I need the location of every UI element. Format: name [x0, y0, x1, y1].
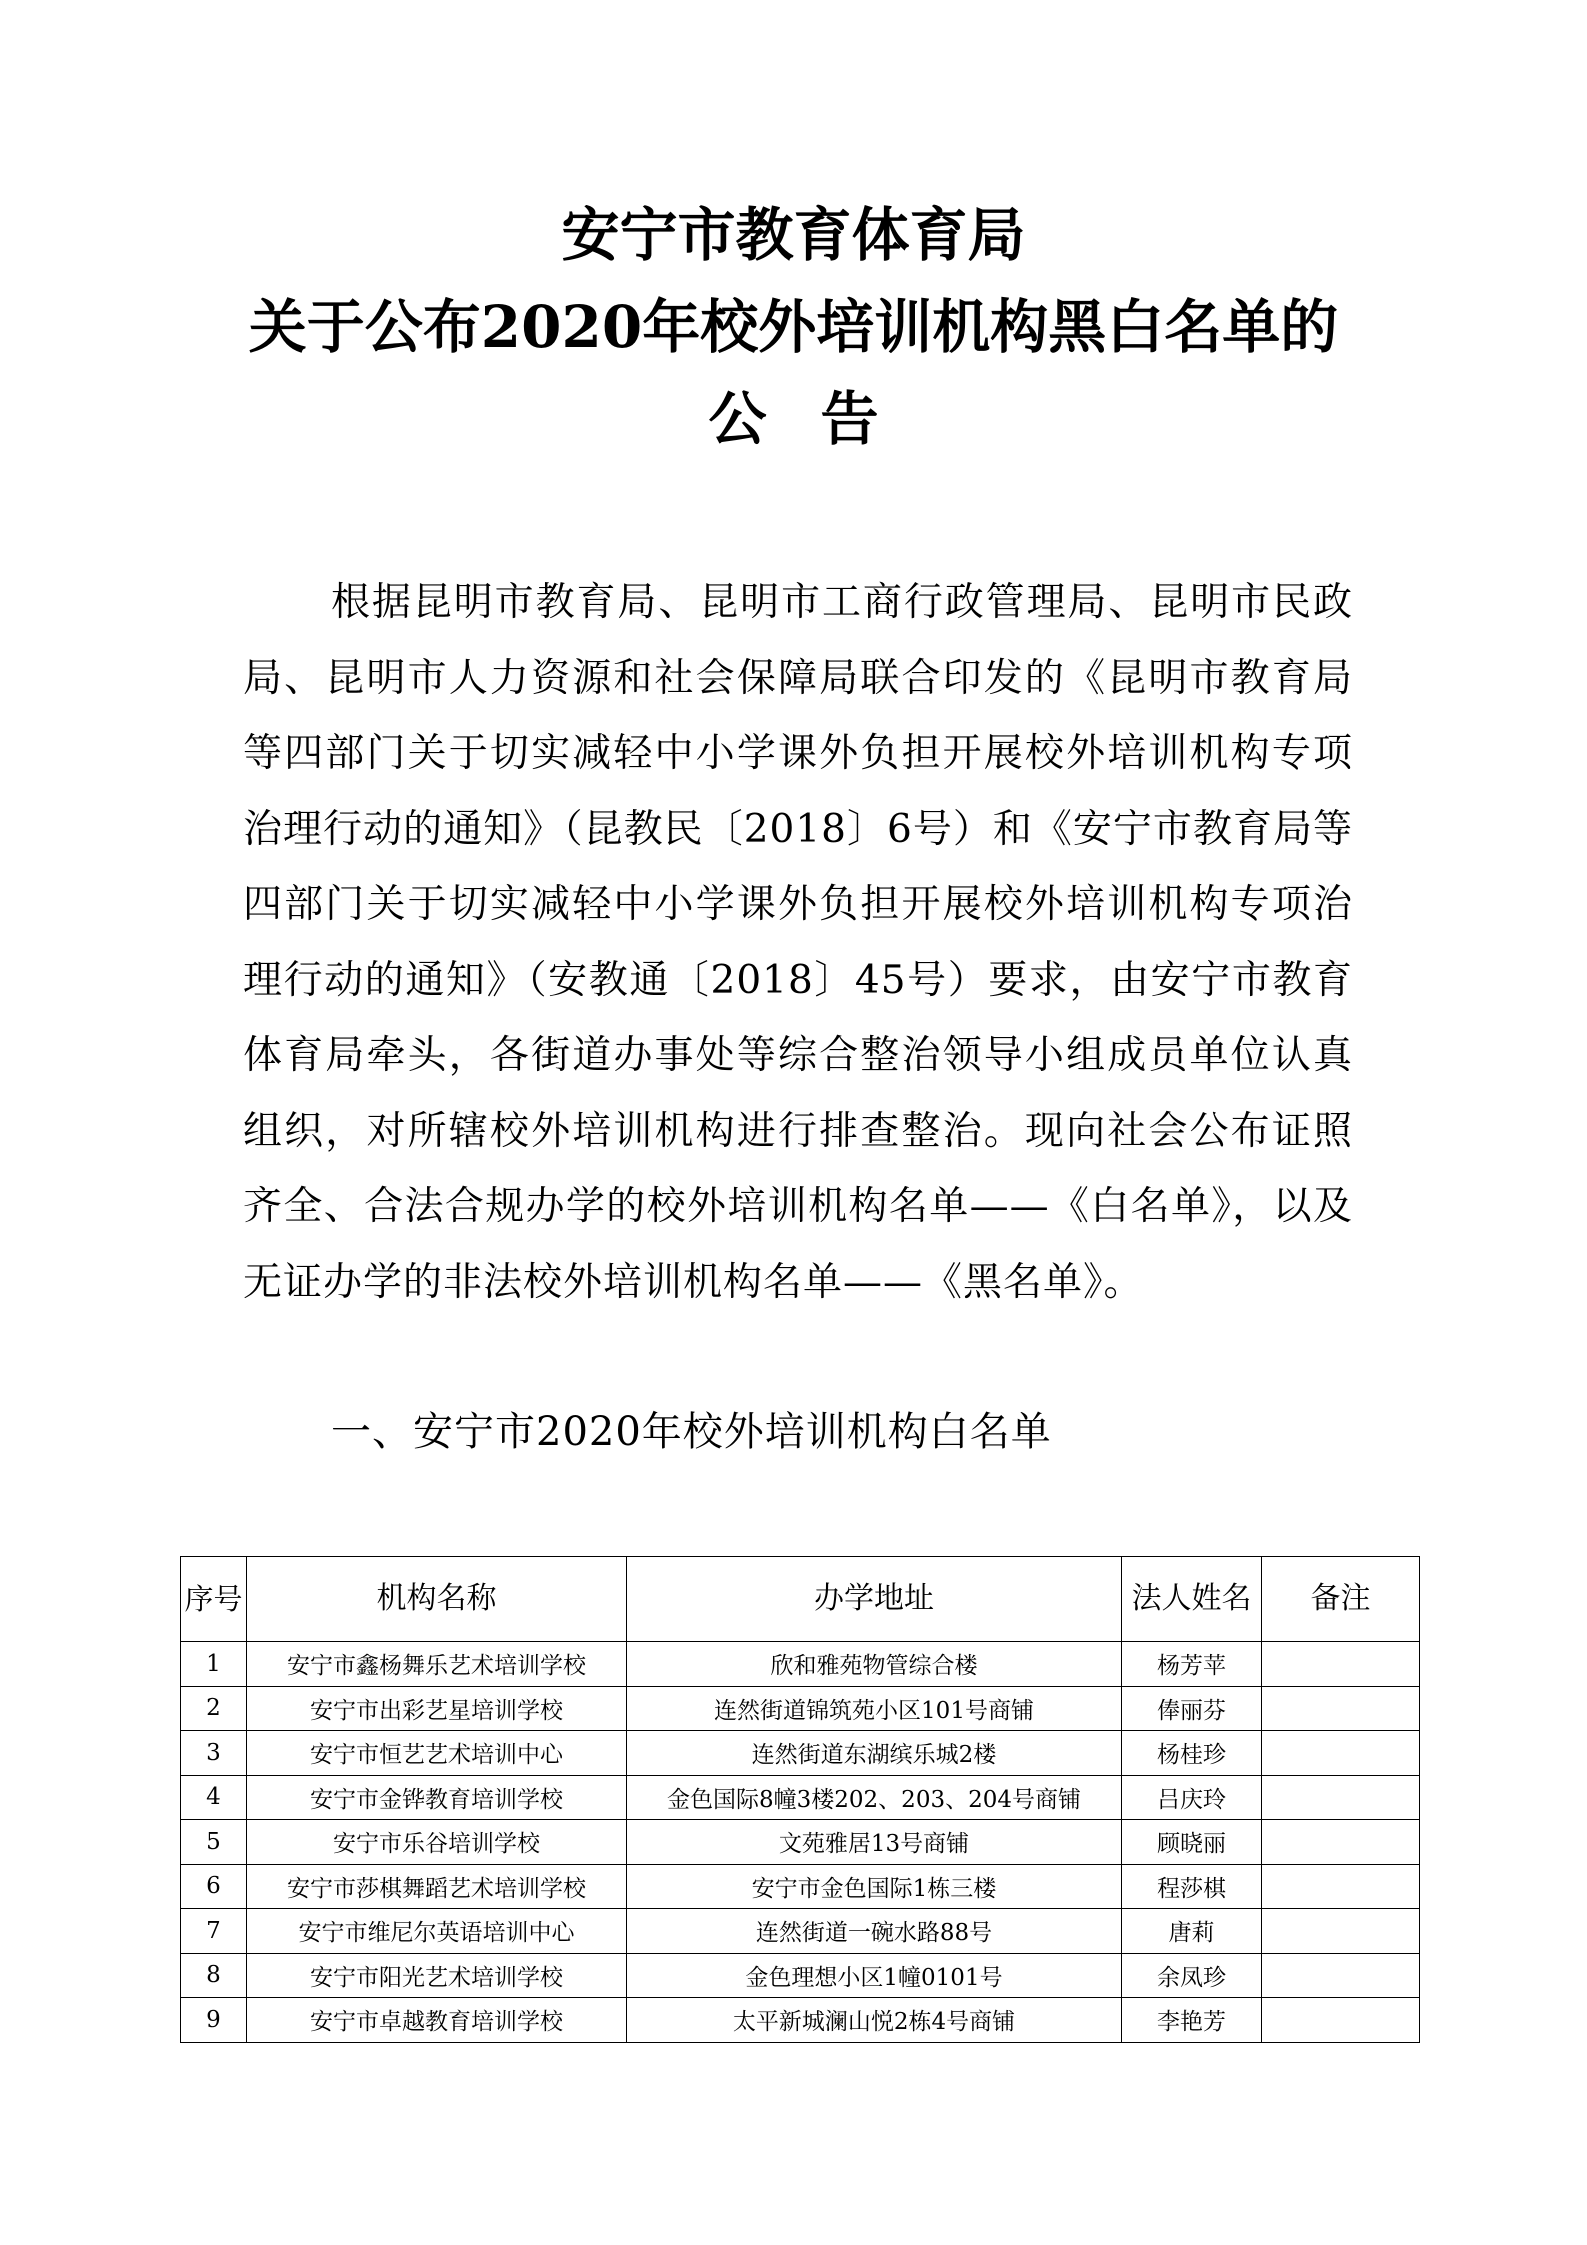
table-row [181, 1864, 1420, 1909]
header-name: 机构名称 [247, 1557, 627, 1642]
cell-address: 连然街道一碗水路88号 [627, 1909, 1122, 1954]
table-row [181, 1775, 1420, 1820]
cell-address: 欣和雅苑物管综合楼 [627, 1642, 1122, 1687]
cell-seq: 3 [181, 1731, 247, 1776]
cell-name: 安宁市阳光艺术培训学校 [247, 1953, 627, 1998]
cell-remarks [1262, 1820, 1420, 1865]
cell-seq: 5 [181, 1820, 247, 1865]
cell-seq: 8 [181, 1953, 247, 1998]
header-seq: 序号 [181, 1557, 247, 1642]
cell-address: 金色理想小区1幢0101号 [627, 1953, 1122, 1998]
cell-address: 文苑雅居13号商铺 [627, 1820, 1122, 1865]
cell-legal-person: 吕庆玲 [1122, 1775, 1262, 1820]
cell-seq: 2 [181, 1686, 247, 1731]
header-legal-person: 法人姓名 [1122, 1557, 1262, 1642]
cell-legal-person: 唐莉 [1122, 1909, 1262, 1954]
section-heading-whitelist: 一、安宁市2020年校外培训机构白名单 [331, 1409, 1052, 1455]
cell-seq: 4 [181, 1775, 247, 1820]
cell-legal-person: 程莎棋 [1122, 1864, 1262, 1909]
cell-name: 安宁市金铧教育培训学校 [247, 1775, 627, 1820]
table-row [181, 1953, 1420, 1998]
cell-seq: 6 [181, 1864, 247, 1909]
header-remarks: 备注 [1262, 1557, 1420, 1642]
table-row [181, 1998, 1420, 2043]
title-doc-type: 公告 [708, 385, 933, 453]
cell-seq: 9 [181, 1998, 247, 2043]
cell-remarks [1262, 1642, 1420, 1687]
table-row [181, 1731, 1420, 1776]
title-issuer: 安宁市教育体育局 [561, 201, 1026, 269]
cell-address: 连然街道东湖缤乐城2楼 [627, 1731, 1122, 1776]
title-subject: 关于公布2020年校外培训机构黑白名单的 [248, 293, 1339, 361]
cell-address: 金色国际8幢3楼202、203、204号商铺 [627, 1775, 1122, 1820]
cell-remarks [1262, 1909, 1420, 1954]
cell-remarks [1262, 1686, 1420, 1731]
cell-remarks [1262, 1953, 1420, 1998]
cell-legal-person: 俸丽芬 [1122, 1686, 1262, 1731]
table-row [181, 1642, 1420, 1687]
cell-legal-person: 余凤珍 [1122, 1953, 1262, 1998]
table-row [181, 1820, 1420, 1865]
cell-name: 安宁市乐谷培训学校 [247, 1820, 627, 1865]
cell-remarks [1262, 1864, 1420, 1909]
cell-legal-person: 杨芳苹 [1122, 1642, 1262, 1687]
whitelist-table [180, 1556, 1420, 2043]
table-row [181, 1686, 1420, 1731]
cell-address: 太平新城澜山悦2栋4号商铺 [627, 1998, 1122, 2043]
cell-name: 安宁市出彩艺星培训学校 [247, 1686, 627, 1731]
cell-legal-person: 杨桂珍 [1122, 1731, 1262, 1776]
cell-remarks [1262, 1775, 1420, 1820]
cell-seq: 7 [181, 1909, 247, 1954]
cell-legal-person: 顾晓丽 [1122, 1820, 1262, 1865]
cell-address: 安宁市金色国际1栋三楼 [627, 1864, 1122, 1909]
cell-remarks [1262, 1731, 1420, 1776]
cell-name: 安宁市恒艺艺术培训中心 [247, 1731, 627, 1776]
cell-name: 安宁市维尼尔英语培训中心 [247, 1909, 627, 1954]
cell-address: 连然街道锦筑苑小区101号商铺 [627, 1686, 1122, 1731]
cell-name: 安宁市卓越教育培训学校 [247, 1998, 627, 2043]
table-row [181, 1909, 1420, 1954]
cell-legal-person: 李艳芳 [1122, 1998, 1262, 2043]
cell-name: 安宁市莎棋舞蹈艺术培训学校 [247, 1864, 627, 1909]
header-address: 办学地址 [627, 1557, 1122, 1642]
cell-remarks [1262, 1998, 1420, 2043]
body-paragraph: 根据昆明市教育局、昆明市工商行政管理局、昆明市民政局、昆明市人力资源和社会保障局联合印发的《昆明市教育局等四部门关于切实减轻中小学课外负担开展校外培训机构专项治理行动的通知》（昆教民〔2018〕6号）和《安宁市教育局等四部门关于切实减轻中小学课外负担开展校外培训机构专项治理行动的通知》（安教通〔2018〕45号）要求，由安宁市教育体育局牵头，各街道办事处等综合整治领导小组成员单位认真组织，对所辖校外培训机构进行排查整治。现向社会公布证照齐全、合法合规办学的校外培训机构名单——《白名单》，以及无证办学的非法校外培训机构名单——《黑名单》。 [243, 580, 1353, 1305]
cell-name: 安宁市鑫杨舞乐艺术培训学校 [247, 1642, 627, 1687]
cell-seq: 1 [181, 1642, 247, 1687]
table-header-row [181, 1557, 1420, 1642]
